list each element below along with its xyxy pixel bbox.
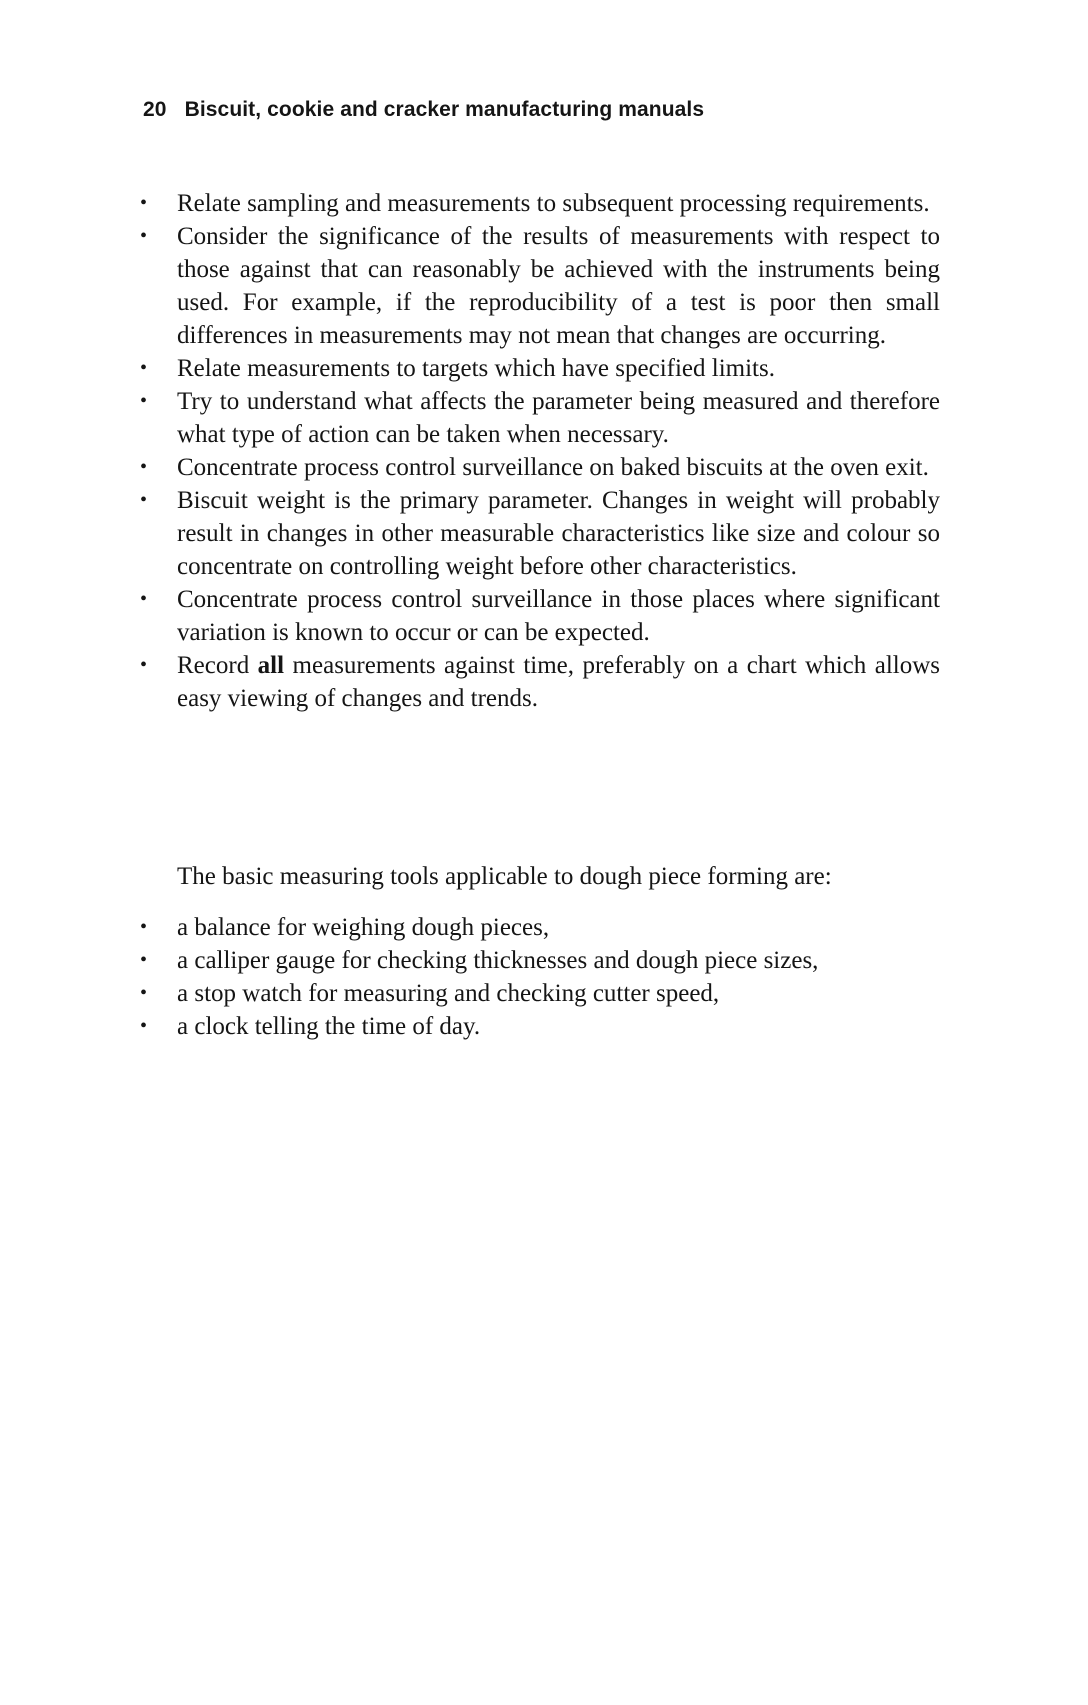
list-item-text: Relate sampling and measurements to subsequent processing requirements. <box>177 190 930 217</box>
list-item-text: Consider the significance of the results of measurements with respect to those against that can reasonably be achieved with the instruments being used. For example, if the reproducibility of a test is poor then small differences in measurements may not mean that changes are occurring. <box>177 223 940 349</box>
bullet-icon: • <box>140 982 148 1004</box>
list-item-text-after: measurements against time, preferably on a chart which allows easy viewing of changes and trends. <box>177 652 940 712</box>
list-item <box>140 352 940 385</box>
list-item-text: Concentrate process control surveillance on baked biscuits at the oven exit. <box>177 454 929 481</box>
bullet-icon: • <box>140 192 148 214</box>
list-item <box>140 220 940 352</box>
list-item <box>140 911 940 944</box>
running-title: Biscuit, cookie and cracker manufacturing manuals <box>184 98 705 121</box>
list-item-text: a calliper gauge for checking thicknesses and dough piece sizes, <box>177 947 819 974</box>
running-head <box>143 98 704 122</box>
list-item <box>140 187 940 220</box>
list-item <box>140 977 940 1010</box>
bullet-icon: • <box>140 489 148 511</box>
list-item-text-before: Record <box>177 652 258 679</box>
list-item-text: Try to understand what affects the parameter being measured and therefore what type of action can be taken when necessary. <box>177 388 940 448</box>
list-item-text: a balance for weighing dough pieces, <box>177 914 550 941</box>
list-item <box>140 1010 940 1043</box>
list-item <box>140 944 940 977</box>
intro-paragraph: The basic measuring tools applicable to dough piece forming are: <box>177 863 832 890</box>
list-item <box>140 583 940 649</box>
list-item-text: a clock telling the time of day. <box>177 1013 481 1040</box>
bullet-icon: • <box>140 225 148 247</box>
list-item <box>140 385 940 451</box>
list-item-text: Concentrate process control surveillance in those places where significant variation is known to occur or can be expected. <box>177 586 940 646</box>
list-item-text: a stop watch for measuring and checking cutter speed, <box>177 980 720 1007</box>
bullet-icon: • <box>140 357 148 379</box>
bullet-icon: • <box>140 916 148 938</box>
bullet-icon: • <box>140 949 148 971</box>
guidelines-list <box>140 187 940 715</box>
list-item-text: Biscuit weight is the primary parameter. Changes in weight will probably result in changes in other measurable characteristics like size and colour so concentrate on controlling weight before other characteristics. <box>177 487 940 580</box>
bullet-icon: • <box>140 456 148 478</box>
page-number: 20 <box>143 98 167 121</box>
bullet-icon: • <box>140 390 148 412</box>
bullet-icon: • <box>140 1015 148 1037</box>
tools-list <box>140 911 940 1043</box>
bullet-icon: • <box>140 654 148 676</box>
list-item <box>140 451 940 484</box>
list-item <box>140 484 940 583</box>
emphasis-text: all <box>257 652 285 679</box>
list-item-text: Relate measurements to targets which have specified limits. <box>177 355 775 382</box>
list-item <box>140 649 940 715</box>
bullet-icon: • <box>140 588 148 610</box>
